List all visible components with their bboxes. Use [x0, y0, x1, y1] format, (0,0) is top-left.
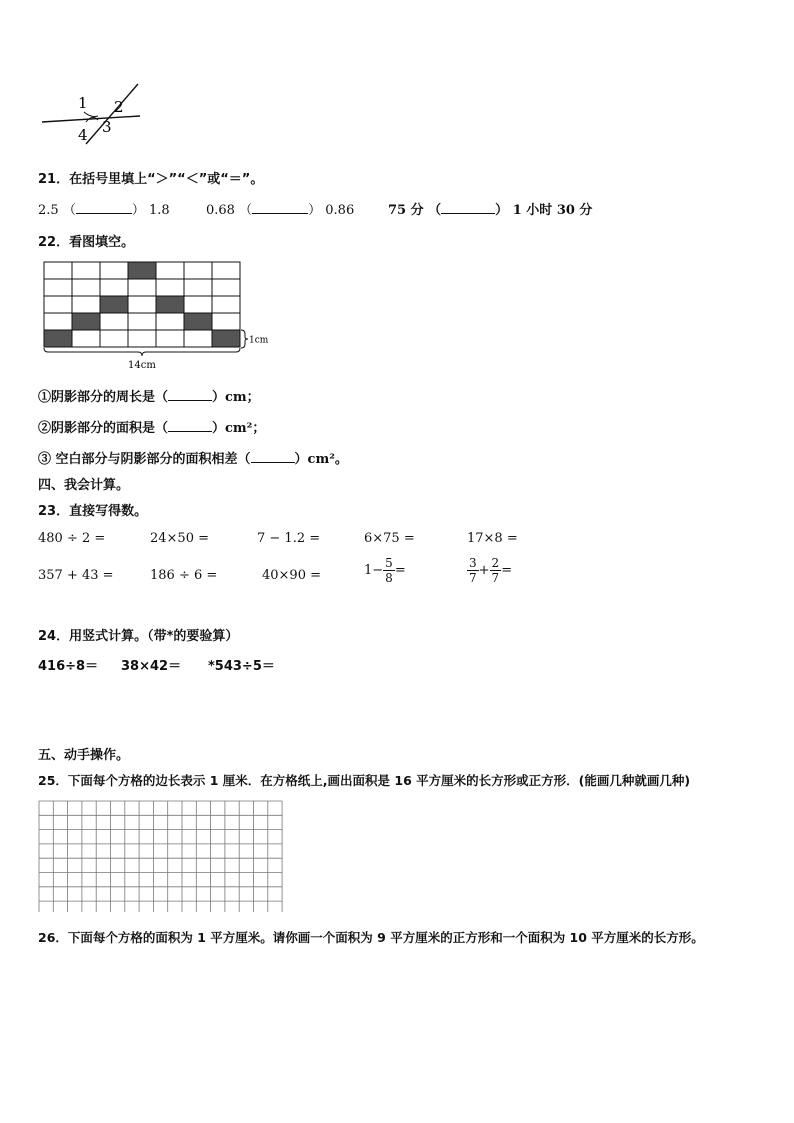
q21-heading: 21．在括号里填上“＞”“＜”或“＝”。	[38, 172, 264, 187]
blank-cell	[100, 262, 128, 279]
blank-cell	[44, 313, 72, 330]
q24-item-2: 38×42＝	[121, 659, 182, 674]
blank-cell	[100, 330, 128, 347]
blank-cell	[184, 279, 212, 296]
section-5-heading: 五、动手操作。	[38, 748, 130, 763]
q23-r1-1: 480 ÷ 2 =	[38, 531, 106, 546]
q21-blank-3[interactable]	[441, 202, 495, 214]
blank-cell	[156, 262, 184, 279]
q25-square-grid-paper[interactable]	[38, 800, 288, 912]
blank-cell	[212, 296, 240, 313]
q22-blank-1[interactable]	[168, 389, 212, 401]
angle-label-3: 3	[102, 118, 112, 136]
blank-cell	[44, 279, 72, 296]
side-length-label: 1cm	[249, 335, 269, 346]
q21-item-1: 2.5 （ ） 1.8	[38, 203, 170, 218]
q22-heading: 22．看图填空。	[38, 235, 135, 250]
blank-cell	[156, 279, 184, 296]
q23-r1-3: 7 − 1.2 =	[257, 531, 321, 546]
shaded-cell	[212, 330, 240, 347]
q21-item-3-left: 75 分	[388, 203, 424, 218]
q22-sub-2: ②阴影部分的面积是（ ）cm²；	[38, 421, 266, 436]
q23-r2-4: 1− $\frac{5}{8}$ =	[364, 556, 406, 585]
q23-r1-4: 6×75 =	[364, 531, 415, 546]
blank-cell	[184, 330, 212, 347]
q21-item-1-right: 1.8	[149, 203, 170, 218]
q21-item-3: 75 分 （ ） 1 小时 30 分	[388, 203, 593, 218]
shaded-cell	[44, 330, 72, 347]
fraction-3-7: $\frac{3}{7}$	[469, 556, 477, 585]
q21-blank-2[interactable]	[252, 202, 308, 214]
fraction-5-8: $\frac{5}{8}$	[385, 556, 393, 585]
blank-cell	[44, 296, 72, 313]
blank-cell	[100, 279, 128, 296]
blank-cell	[156, 313, 184, 330]
q22-sub-1: ①阴影部分的周长是（ ）cm；	[38, 390, 260, 405]
blank-cell	[72, 262, 100, 279]
q22-blank-2[interactable]	[168, 420, 212, 432]
shaded-cell	[100, 296, 128, 313]
blank-cell	[72, 296, 100, 313]
angle-label-1: 1	[78, 94, 88, 112]
blank-cell	[128, 296, 156, 313]
blank-cell	[100, 313, 128, 330]
q23-r2-1: 357 + 43 =	[38, 568, 114, 583]
q23-r2-3: 40×90 =	[262, 568, 322, 583]
blank-cell	[128, 330, 156, 347]
blank-cell	[128, 279, 156, 296]
blank-cell	[184, 296, 212, 313]
q23-r2-5: $\frac{3}{7}$ + $\frac{2}{7}$ =	[469, 556, 513, 585]
blank-cell	[72, 330, 100, 347]
q23-r2-2: 186 ÷ 6 =	[150, 568, 218, 583]
shaded-cell	[128, 262, 156, 279]
blank-cell	[128, 313, 156, 330]
q23-heading: 23．直接写得数。	[38, 504, 148, 519]
intersecting-lines-figure	[38, 80, 148, 150]
q25-heading: 25．下面每个方格的边长表示 1 厘米．在方格纸上,画出面积是 16 平方厘米的长方形或正方形．(能画几种就画几种)	[38, 773, 691, 788]
blank-cell	[156, 330, 184, 347]
q23-r1-5: 17×8 =	[467, 531, 518, 546]
blank-cell	[212, 313, 240, 330]
q21-item-1-left: 2.5	[38, 203, 59, 218]
bottom-brace	[44, 348, 240, 356]
q22-shaded-grid	[40, 258, 280, 370]
q24-heading: 24．用竖式计算。（带*的要验算）	[38, 629, 239, 644]
shaded-cell	[184, 313, 212, 330]
shaded-cell	[72, 313, 100, 330]
side-brace	[241, 330, 248, 348]
q23-r1-2: 24×50 =	[150, 531, 210, 546]
blank-cell	[212, 262, 240, 279]
bottom-length-label: 14cm	[128, 360, 156, 370]
q22-sub-3: ③ 空白部分与阴影部分的面积相差（ ）cm²。	[38, 452, 348, 467]
q22-blank-3[interactable]	[251, 451, 295, 463]
q24-item-3: *543÷5＝	[208, 659, 275, 674]
q21-item-2-left: 0.68	[206, 203, 235, 218]
q21-item-3-right: 1 小时 30 分	[512, 203, 593, 218]
blank-cell	[72, 279, 100, 296]
blank-cell	[212, 279, 240, 296]
blank-cell	[184, 262, 212, 279]
shaded-cell	[156, 296, 184, 313]
q26-heading: 26．下面每个方格的面积为 1 平方厘米。请你画一个面积为 9 平方厘米的正方形和一个面积为 10 平方厘米的长方形。	[38, 930, 704, 945]
q24-item-1: 416÷8＝	[38, 659, 99, 674]
angle-label-4: 4	[78, 126, 88, 144]
blank-cell	[44, 262, 72, 279]
q21-blank-1[interactable]	[76, 202, 132, 214]
section-4-heading: 四、我会计算。	[38, 478, 130, 493]
angle-label-2: 2	[114, 98, 124, 116]
q21-item-2-right: 0.86	[325, 203, 355, 218]
fraction-2-7: $\frac{2}{7}$	[491, 556, 500, 585]
q21-item-2: 0.68 （ ） 0.86	[206, 203, 355, 218]
